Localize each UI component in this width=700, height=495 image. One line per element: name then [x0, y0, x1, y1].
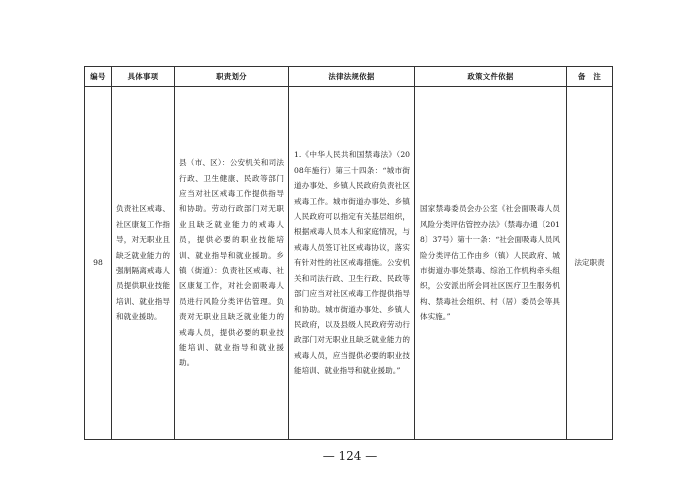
- page-number: — 124 —: [322, 449, 378, 463]
- header-note: 备 注: [567, 67, 613, 87]
- header-item: 具体事项: [112, 67, 175, 87]
- header-division: 职责划分: [175, 67, 289, 87]
- responsibility-table-page: [84, 66, 612, 440]
- row-policy-cell: [415, 87, 567, 440]
- row-law-text: 1.《中华人民共和国禁毒法》（2008年施行）第三十四条：“城市街道办事处、乡镇人民政府负责社区戒毒工作。城市街道办事处、乡镇人民政府可以指定有关基层组织，根据戒毒人员本人和家庭情况，与戒毒人员签订社区戒毒协议，落实有针对性的社区戒毒措施。公安机关和司法行政、卫生行政、民政等部门应当对社区戒毒工作提供指导和协助。城市街道办事处、乡镇人民政府，以及县级人民政府劳动行政部门对无职业且缺乏就业能力的戒毒人员，应当提供必要的职业技能培训、就业指导和就业援助。”: [294, 150, 410, 376]
- row-division-cell: [175, 87, 289, 440]
- table-row: [85, 87, 613, 440]
- row-policy-text: 国家禁毒委员会办公室《社会面吸毒人员风险分类评估管控办法》（禁毒办通〔2018〕37号）第十一条：“社会面吸毒人员风险分类评估工作由乡（镇）人民政府、城市街道办事处禁毒、综治工作机构牵头组织，公安派出所会同社区医疗卫生服务机构、禁毒社会组织、村（居）委员会等具体实施。”: [420, 204, 560, 322]
- row-number: 98: [85, 87, 112, 440]
- responsibility-table: [84, 66, 613, 440]
- row-item-text: 负责社区戒毒、社区康复工作指导，对无职业且缺乏就业能力的强制隔离戒毒人员提供职业技能培训、就业指导和就业援助。: [116, 204, 170, 322]
- row-law-cell: [289, 87, 415, 440]
- table-header-row: [85, 67, 613, 87]
- header-policy: 政策文件依据: [415, 67, 567, 87]
- header-law: 法律法规依据: [289, 67, 415, 87]
- row-division-text: 县（市、区）：公安机关和司法行政、卫生健康、民政等部门应当对社区戒毒工作提供指导和协助。劳动行政部门对无职业且缺乏就业能力的戒毒人员，提供必要的职业技能培训、就业指导和就业援助。乡镇（街道）：负责社区戒毒、社区康复工作，对社会面吸毒人员进行风险分类评估管理。负责对无职业且缺乏就业能力的戒毒人员，提供必要的职业技能培训、就业指导和就业援助。: [179, 158, 284, 368]
- row-note: 法定职责: [567, 87, 613, 440]
- row-item-cell: [112, 87, 175, 440]
- header-number: 编号: [85, 67, 112, 87]
